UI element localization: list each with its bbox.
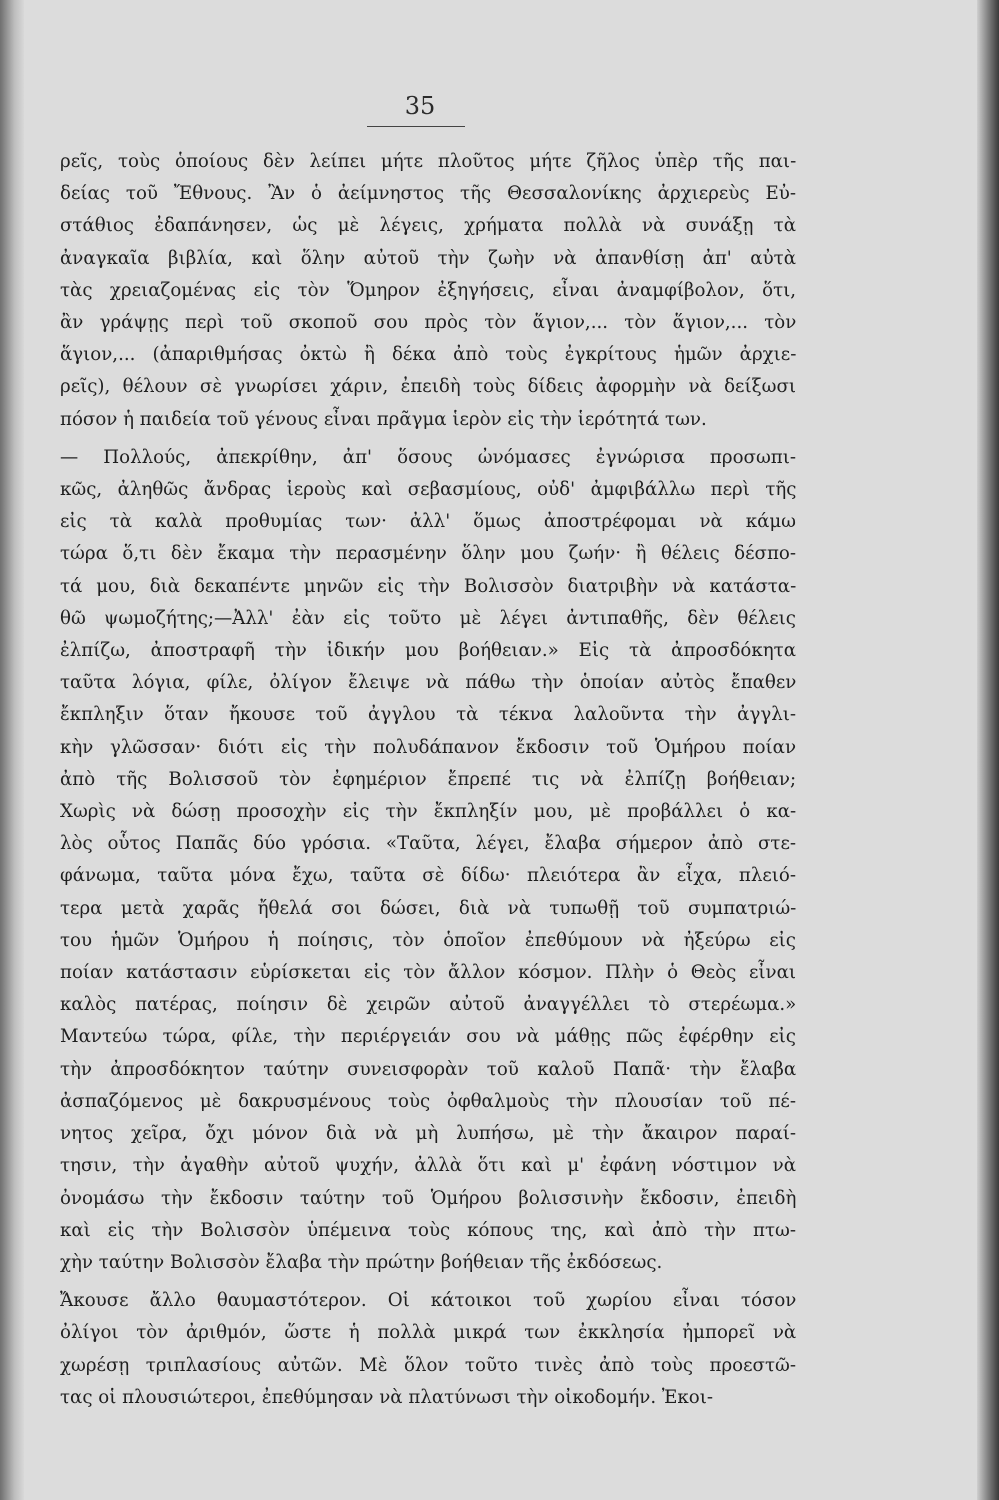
text-line: πόσον ἡ παιδεία τοῦ γένους εἶναι πρᾶγμα ἱερὸν εἰς τὴν ἱερότητά των. [60, 408, 707, 430]
text-line: καλὸς πατέρας, ποίησιν δὲ χειρῶν αὐτοῦ ἀναγγέλλει τὸ στερέωμα.» [60, 994, 797, 1016]
text-line: ἐλπίζω, ἀποστραφῆ τὴν ἰδικήν μου βοήθειαν.» Εἰς τὰ ἀπροσδόκητα [60, 640, 796, 662]
text-line: κῶς, ἀληθῶς ἄνδρας ἱεροὺς καὶ σεβασμίους, οὐδ' ἀμφιβάλλω περὶ τῆς [60, 479, 797, 501]
text-line: λὸς οὗτος Παπᾶς δύο γρόσια. «Ταῦτα, λέγει, ἔλαβα σήμερον ἀπὸ στε- [60, 833, 797, 855]
text-line: νητος χεῖρα, ὄχι μόνον διὰ νὰ μὴ λυπήσω, μὲ τὴν ἄκαιρον παραί- [60, 1123, 796, 1145]
text-line: ἀναγκαῖα βιβλία, καὶ ὅλην αὐτοῦ τὴν ζωὴν νὰ ἀπανθίσῃ ἀπ' αὐτὰ [60, 247, 796, 269]
header-rule [367, 126, 465, 127]
text-line: ὀλίγοι τὸν ἀριθμόν, ὥστε ἡ πολλὰ μικρά των ἐκκλησία ἠμπορεῖ νὰ [60, 1322, 797, 1344]
text-line: δείας τοῦ Ἔθνους. Ἂν ὁ ἀείμνηστος τῆς Θεσσαλονίκης ἀρχιερεὺς Εὐ- [60, 183, 796, 205]
text-line: κὴν γλῶσσαν· διότι εἰς τὴν πολυδάπανον ἔκδοσιν τοῦ Ὁμήρου ποίαν [60, 736, 796, 758]
text-line: του ἡμῶν Ὁμήρου ἡ ποίησις, τὸν ὁποῖον ἐπεθύμουν νὰ ἠξεύρω εἰς [60, 929, 796, 951]
text-line: ρεῖς), θέλουν σὲ γνωρίσει χάριν, ἐπειδὴ τοὺς δίδεις ἀφορμὴν νὰ δείξωσι [60, 376, 796, 398]
text-line: τὴν ἀπροσδόκητον ταύτην συνεισφορὰν τοῦ καλοῦ Παπᾶ· τὴν ἔλαβα [60, 1058, 797, 1080]
text-line: ρεῖς, τοὺς ὁποίους δὲν λείπει μήτε πλοῦτος μήτε ζῆλος ὑπὲρ τῆς παι- [60, 151, 797, 172]
text-line: Μαντεύω τώρα, φίλε, τὴν περιέργειάν σου νὰ μάθῃς πῶς ἐφέρθην εἰς [60, 1026, 796, 1048]
text-line: τά μου, διὰ δεκαπέντε μηνῶν εἰς τὴν Βολισσὸν διατριβὴν νὰ κατάστα- [60, 575, 797, 597]
text-line: εἰς τὰ καλὰ προθυμίας των· ἀλλ' ὅμως ἀποστρέφομαι νὰ κάμω [60, 511, 796, 533]
text-line: Χωρὶς νὰ δώσῃ προσοχὴν εἰς τὴν ἔκπληξίν μου, μὲ προβάλλει ὁ κα- [60, 801, 797, 823]
text-line: χὴν ταύτην Βολισσὸν ἔλαβα τὴν πρώτην βοήθειαν τῆς ἐκδόσεως. [60, 1251, 663, 1273]
text-line: ὀνομάσω τὴν ἔκδοσιν ταύτην τοῦ Ὁμήρου βολισσινὴν ἔκδοσιν, ἐπειδὴ [60, 1187, 797, 1209]
page-number: 35 [404, 92, 436, 120]
text-line: ἔκπληξιν ὅταν ἤκουσε τοῦ ἀγγλου τὰ τέκνα λαλοῦντα τὴν ἀγγλι- [60, 704, 796, 726]
text-line: ἀπὸ τῆς Βολισσοῦ τὸν ἐφημέριον ἔπρεπέ τις νὰ ἐλπίζῃ βοήθειαν; [60, 768, 797, 790]
text-line: τησιν, τὴν ἀγαθὴν αὐτοῦ ψυχήν, ἀλλὰ ὅτι καὶ μ' ἐφάνη νόστιμον νὰ [60, 1155, 796, 1177]
text-line: φάνωμα, ταῦτα μόνα ἔχω, ταῦτα σὲ δίδω· πλειότερα ἂν εἶχα, πλειό- [60, 865, 796, 887]
text-line: ταῦτα λόγια, φίλε, ὀλίγον ἔλειψε νὰ πάθω τὴν ὁποίαν αὐτὸς ἔπαθεν [60, 672, 797, 694]
text-line: Ἄκουσε ἄλλο θαυμαστότερον. Οἱ κάτοικοι τοῦ χωρίου εἶναι τόσον [60, 1290, 797, 1312]
text-line: στάθιος ἐδαπάνησεν, ὡς μὲ λέγεις, χρήματα πολλὰ νὰ συνάξῃ τὰ [60, 215, 796, 237]
text-line: τας οἱ πλουσιώτεροι, ἐπεθύμησαν νὰ πλατύνωσι τὴν οἰκοδομήν. Ἐκοι- [60, 1386, 714, 1408]
text-line: ἀσπαζόμενος μὲ δακρυσμένους τοὺς ὀφθαλμοὺς τὴν πλουσίαν τοῦ πέ- [60, 1090, 796, 1112]
text-line: ἅγιον,... (ἀπαριθμήσας ὀκτὼ ἢ δέκα ἀπὸ τοὺς ἐγκρίτους ἡμῶν ἀρχιε- [60, 344, 797, 366]
page-binding-shadow [0, 0, 24, 1500]
text-line: τώρα ὅ,τι δὲν ἔκαμα τὴν περασμένην ὅλην μου ζωήν· ἢ θέλεις δέσπο- [60, 543, 796, 565]
paragraph [60, 1285, 796, 1414]
text-line: τὰς χρειαζομένας εἰς τὸν Ὅμηρον ἐξηγήσεις, εἶναι ἀναμφίβολον, ὅτι, [60, 279, 797, 301]
text-line: καὶ εἰς τὴν Βολισσὸν ὑπέμεινα τοὺς κόπους της, καὶ ἀπὸ τὴν πτω- [60, 1219, 796, 1241]
body-text [60, 146, 796, 1414]
paragraph [60, 442, 796, 1279]
text-line: θῶ ψωμοζήτης;—Ἀλλ' ἐὰν εἰς τοῦτο μὲ λέγει ἀντιπαθῆς, δὲν θέλεις [60, 607, 796, 629]
page-edge-shadow [977, 0, 999, 1500]
text-line: ποίαν κατάστασιν εὑρίσκεται εἰς τὸν ἄλλον κόσμον. Πλὴν ὁ Θεὸς εἶναι [60, 962, 796, 984]
text-line: ἂν γράψῃς περὶ τοῦ σκοποῦ σου πρὸς τὸν ἅγιον,... τὸν ἅγιον,... τὸν [60, 312, 797, 334]
text-line: τερα μετὰ χαρᾶς ἤθελά σοι δώσει, διὰ νὰ τυπωθῇ τοῦ συμπατριώ- [60, 897, 797, 919]
paragraph [60, 146, 796, 436]
text-line: — Πολλούς, ἀπεκρίθην, ἀπ' ὅσους ὠνόμασες ἐγνώρισα προσωπι- [60, 446, 796, 468]
text-line: χωρέσῃ τριπλασίους αὐτῶν. Μὲ ὅλον τοῦτο τινὲς ἀπὸ τοὺς προεστῶ- [60, 1354, 796, 1376]
